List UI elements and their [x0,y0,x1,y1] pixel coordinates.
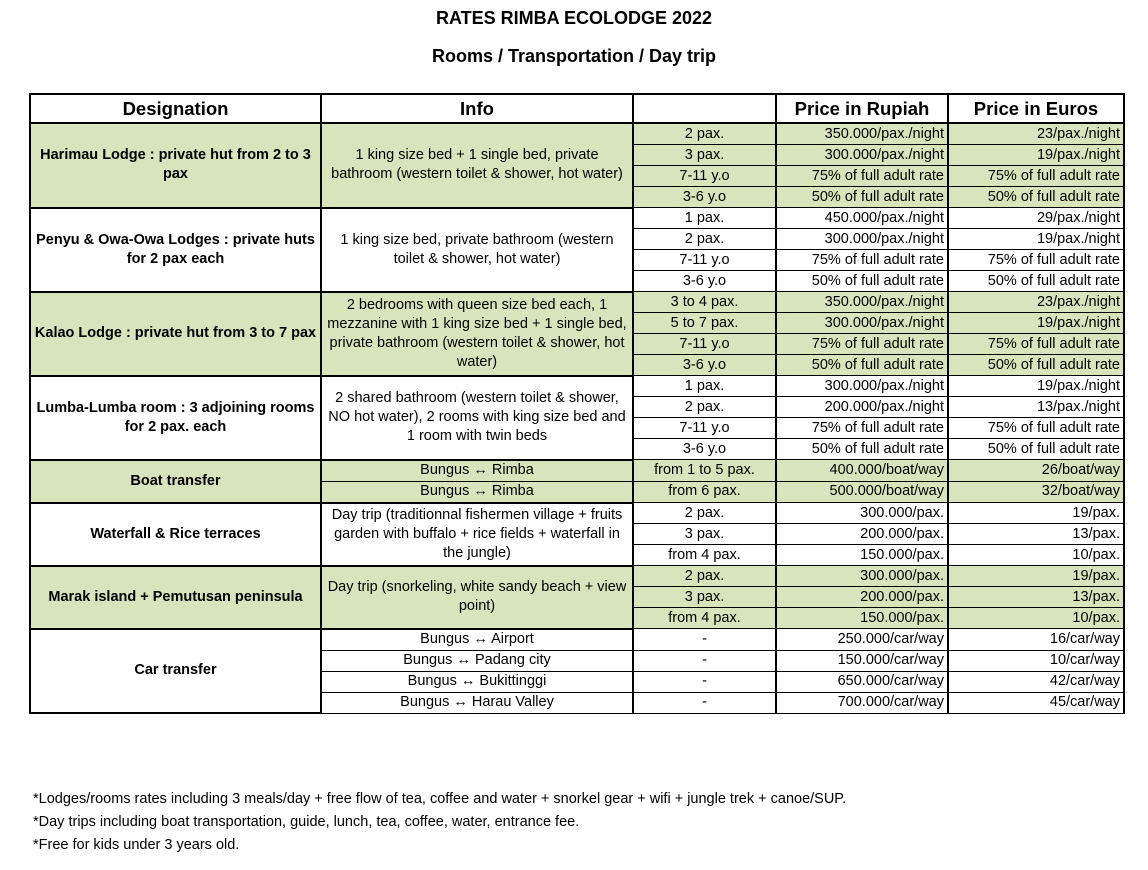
price-rupiah-cell: 300.000/pax./night [776,145,948,166]
pax-cell: 2 pax. [633,566,776,587]
route-cell: Bungus ↔ Airport [321,629,633,651]
table-row [30,208,1124,229]
pax-cell: from 4 pax. [633,545,776,566]
price-euros-cell: 75% of full adult rate [948,334,1124,355]
price-rupiah-cell: 700.000/car/way [776,692,948,713]
footnotes [33,788,846,857]
price-euros-cell: 19/pax./night [948,145,1124,166]
price-euros-cell: 19/pax./night [948,313,1124,334]
column-header-info: Info [321,94,633,123]
price-euros-cell: 23/pax./night [948,292,1124,313]
info-cell: 1 king size bed + 1 single bed, private bathroom (western toilet & shower, hot water) [321,123,633,208]
pax-cell: - [633,671,776,692]
designation-cell: Lumba-Lumba room : 3 adjoining rooms for 2 pax. each [30,376,321,460]
pax-cell: 2 pax. [633,229,776,250]
price-rupiah-cell: 500.000/boat/way [776,481,948,503]
pax-cell: 2 pax. [633,123,776,145]
info-cell: Day trip (snorkeling, white sandy beach + view point) [321,566,633,629]
designation-cell: Car transfer [30,629,321,714]
column-header-pax [633,94,776,123]
pax-cell: - [633,629,776,651]
price-rupiah-cell: 300.000/pax. [776,566,948,587]
info-cell: 1 king size bed, private bathroom (western toilet & shower, hot water) [321,208,633,292]
price-euros-cell: 19/pax. [948,503,1124,524]
price-euros-cell: 13/pax. [948,524,1124,545]
footnote-day-trips: *Day trips including boat transportation, guide, lunch, tea, coffee, water, entrance fee. [33,814,580,830]
price-rupiah-cell: 50% of full adult rate [776,187,948,208]
column-header-price-euros: Price in Euros [948,94,1124,123]
price-rupiah-cell: 200.000/pax. [776,524,948,545]
price-euros-cell: 50% of full adult rate [948,439,1124,460]
column-header-price-rupiah: Price in Rupiah [776,94,948,123]
pax-cell: 7-11 y.o [633,334,776,355]
price-euros-cell: 50% of full adult rate [948,355,1124,376]
price-euros-cell: 42/car/way [948,671,1124,692]
designation-cell: Kalao Lodge : private hut from 3 to 7 pax [30,292,321,376]
price-euros-cell: 50% of full adult rate [948,271,1124,292]
price-rupiah-cell: 200.000/pax./night [776,397,948,418]
price-euros-cell: 50% of full adult rate [948,187,1124,208]
pax-cell: 5 to 7 pax. [633,313,776,334]
rates-table [29,93,1125,714]
price-rupiah-cell: 75% of full adult rate [776,166,948,187]
price-rupiah-cell: 450.000/pax./night [776,208,948,229]
table-row [30,460,1124,482]
table-row [30,123,1124,145]
pax-cell: 1 pax. [633,376,776,397]
pax-cell: from 1 to 5 pax. [633,460,776,482]
price-euros-cell: 13/pax. [948,587,1124,608]
price-rupiah-cell: 350.000/pax./night [776,123,948,145]
price-rupiah-cell: 300.000/pax./night [776,229,948,250]
price-rupiah-cell: 300.000/pax. [776,503,948,524]
designation-cell: Marak island + Pemutusan peninsula [30,566,321,629]
price-rupiah-cell: 300.000/pax./night [776,376,948,397]
pax-cell: 7-11 y.o [633,250,776,271]
route-cell: Bungus ↔ Harau Valley [321,692,633,713]
price-euros-cell: 10/car/way [948,650,1124,671]
price-rupiah-cell: 150.000/pax. [776,545,948,566]
pax-cell: 3 pax. [633,524,776,545]
price-rupiah-cell: 300.000/pax./night [776,313,948,334]
price-rupiah-cell: 400.000/boat/way [776,460,948,482]
price-euros-cell: 13/pax./night [948,397,1124,418]
designation-cell: Boat transfer [30,460,321,503]
pax-cell: 2 pax. [633,397,776,418]
designation-cell: Waterfall & Rice terraces [30,503,321,566]
price-euros-cell: 23/pax./night [948,123,1124,145]
price-euros-cell: 19/pax. [948,566,1124,587]
table-row [30,376,1124,397]
pax-cell: 3 to 4 pax. [633,292,776,313]
pax-cell: from 6 pax. [633,481,776,503]
price-euros-cell: 75% of full adult rate [948,250,1124,271]
pax-cell: - [633,650,776,671]
pax-cell: 3 pax. [633,587,776,608]
pax-cell: 7-11 y.o [633,166,776,187]
footnote-kids: *Free for kids under 3 years old. [33,837,240,853]
table-row [30,566,1124,587]
price-euros-cell: 45/car/way [948,692,1124,713]
info-cell: 2 bedrooms with queen size bed each, 1 mezzanine with 1 king size bed + 1 single bed, private bathroom (western toilet & shower, hot water) [321,292,633,376]
price-euros-cell: 16/car/way [948,629,1124,651]
table-row [30,503,1124,524]
pax-cell: 3-6 y.o [633,439,776,460]
price-euros-cell: 19/pax./night [948,376,1124,397]
table-row [30,292,1124,313]
price-euros-cell: 75% of full adult rate [948,166,1124,187]
price-euros-cell: 32/boat/way [948,481,1124,503]
pax-cell: from 4 pax. [633,608,776,629]
price-rupiah-cell: 150.000/car/way [776,650,948,671]
pax-cell: 3-6 y.o [633,355,776,376]
pax-cell: 3-6 y.o [633,187,776,208]
designation-cell: Penyu & Owa-Owa Lodges : private huts for 2 pax each [30,208,321,292]
pax-cell: 3-6 y.o [633,271,776,292]
table-header-row [30,94,1124,123]
route-cell: Bungus ↔ Rimba [321,481,633,503]
price-rupiah-cell: 250.000/car/way [776,629,948,651]
price-rupiah-cell: 50% of full adult rate [776,439,948,460]
route-cell: Bungus ↔ Padang city [321,650,633,671]
footnote-lodges: *Lodges/rooms rates including 3 meals/day + free flow of tea, coffee and water + snorkel gear + wifi + jungle trek + canoe/SUP. [33,791,847,807]
price-euros-cell: 29/pax./night [948,208,1124,229]
info-cell: Day trip (traditionnal fishermen village + fruits garden with buffalo + rice fields + waterfall in the jungle) [321,503,633,566]
pax-cell: 3 pax. [633,145,776,166]
document-title: RATES RIMBA ECOLODGE 2022 [435,8,713,28]
price-euros-cell: 10/pax. [948,545,1124,566]
route-cell: Bungus ↔ Bukittinggi [321,671,633,692]
price-rupiah-cell: 75% of full adult rate [776,250,948,271]
price-rupiah-cell: 650.000/car/way [776,671,948,692]
price-euros-cell: 26/boat/way [948,460,1124,482]
price-rupiah-cell: 50% of full adult rate [776,271,948,292]
route-cell: Bungus ↔ Rimba [321,460,633,482]
price-euros-cell: 10/pax. [948,608,1124,629]
table-row [30,629,1124,651]
price-euros-cell: 19/pax./night [948,229,1124,250]
price-rupiah-cell: 350.000/pax./night [776,292,948,313]
pax-cell: 2 pax. [633,503,776,524]
document-subtitle: Rooms / Transportation / Day trip [431,46,717,66]
price-rupiah-cell: 75% of full adult rate [776,334,948,355]
designation-cell: Harimau Lodge : private hut from 2 to 3 pax [30,123,321,208]
price-rupiah-cell: 75% of full adult rate [776,418,948,439]
pax-cell: - [633,692,776,713]
pax-cell: 7-11 y.o [633,418,776,439]
pax-cell: 1 pax. [633,208,776,229]
price-rupiah-cell: 50% of full adult rate [776,355,948,376]
price-rupiah-cell: 200.000/pax. [776,587,948,608]
price-euros-cell: 75% of full adult rate [948,418,1124,439]
price-rupiah-cell: 150.000/pax. [776,608,948,629]
column-header-designation: Designation [30,94,321,123]
info-cell: 2 shared bathroom (western toilet & shower, NO hot water), 2 rooms with king size bed and 1 room with twin beds [321,376,633,460]
